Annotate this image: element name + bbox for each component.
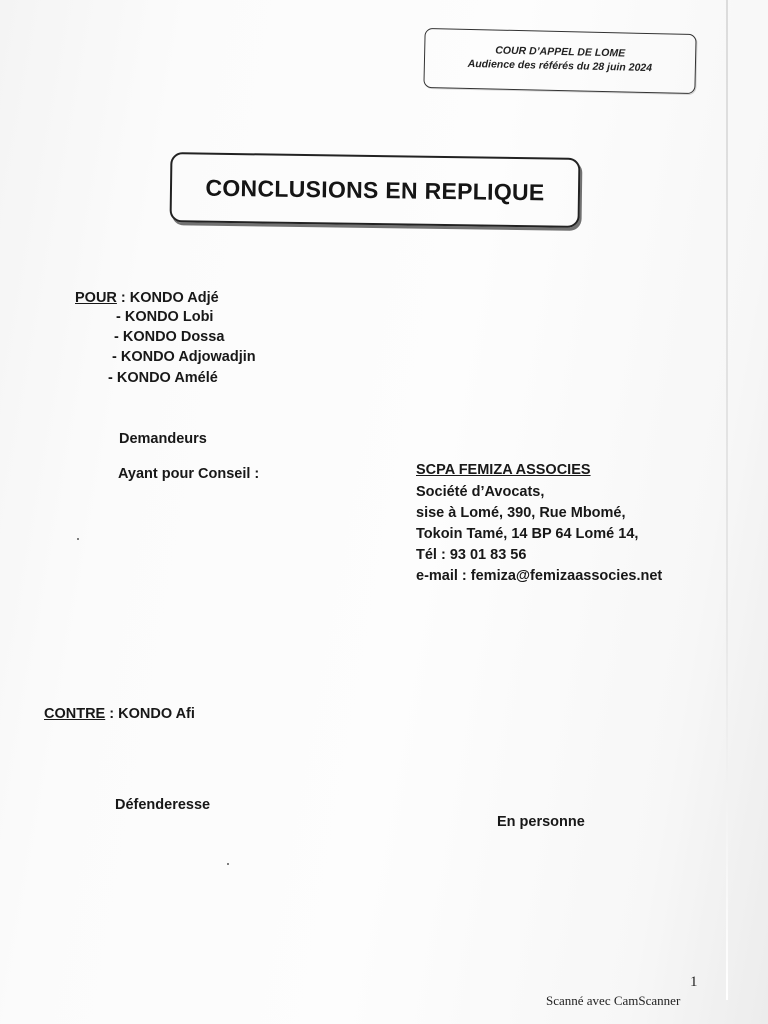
- court-header-box: [423, 28, 696, 94]
- scan-speck: [227, 863, 229, 865]
- counsel-line-2: sise à Lomé, 390, Rue Mbomé,: [416, 505, 626, 521]
- hearing-date: Audience des référés du 28 juin 2024: [467, 57, 653, 75]
- defendant-name: KONDO Afi: [118, 706, 195, 722]
- plaintiff-2: - KONDO Lobi: [116, 309, 214, 325]
- page-edge-shadow: [726, 0, 728, 1000]
- plaintiff-1: KONDO Adjé: [129, 290, 219, 306]
- defendant-representation: En personne: [497, 814, 585, 830]
- plaintiff-first-line: [75, 290, 219, 306]
- page-number: 1: [690, 974, 698, 990]
- counsel-name: SCPA FEMIZA ASSOCIES: [416, 462, 591, 478]
- pour-label: POUR: [75, 290, 117, 306]
- scanner-watermark: Scanné avec CamScanner: [546, 993, 681, 1008]
- pour-separator: :: [116, 290, 130, 306]
- counsel-line-1: Société d’Avocats,: [416, 484, 545, 500]
- defendant-line: [44, 706, 195, 722]
- counsel-email: e-mail : femiza@femizaassocies.net: [416, 568, 663, 584]
- counsel-label: Ayant pour Conseil :: [118, 466, 260, 482]
- plaintiff-3: - KONDO Dossa: [114, 329, 225, 345]
- court-name: COUR D’APPEL DE LOME: [495, 44, 626, 60]
- scan-speck: [77, 538, 79, 540]
- plaintiffs-role: Demandeurs: [119, 431, 207, 447]
- plaintiff-4: - KONDO Adjowadjin: [112, 349, 256, 365]
- document-title: CONCLUSIONS EN REPLIQUE: [205, 174, 545, 205]
- contre-label: CONTRE: [44, 706, 106, 722]
- plaintiff-5: - KONDO Amélé: [108, 370, 218, 386]
- title-box: [170, 152, 581, 228]
- counsel-line-4: Tél : 93 01 83 56: [416, 547, 527, 563]
- defendant-role: Défenderesse: [115, 797, 211, 813]
- contre-separator: :: [105, 706, 119, 722]
- counsel-line-3: Tokoin Tamé, 14 BP 64 Lomé 14,: [416, 526, 639, 542]
